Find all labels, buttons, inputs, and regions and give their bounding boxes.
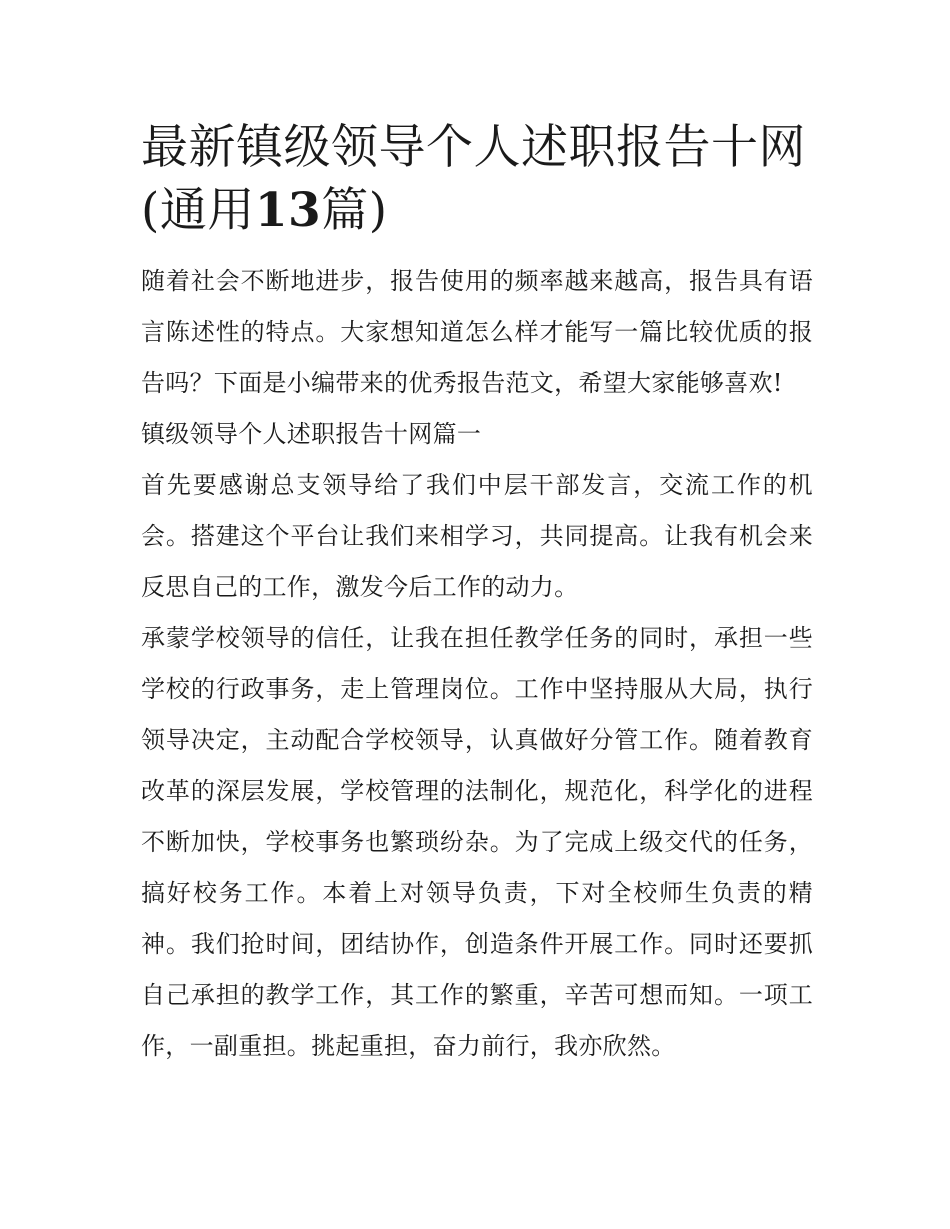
title-text: 最新镇级领导个人述职报告十网(通用 [141, 120, 806, 238]
title-number: 13 [254, 183, 322, 238]
document-title [141, 116, 821, 242]
body-paragraph: 首先要感谢总支领导给了我们中层干部发言，交流工作的机会。搭建这个平台让我们来相学习，共同提高。让我有机会来反思自己的工作，激发今后工作的动力。 [141, 471, 813, 601]
body-paragraph: 承蒙学校领导的信任，让我在担任教学任务的同时，承担一些学校的行政事务，走上管理岗位。工作中坚持服从大局，执行领导决定，主动配合学校领导，认真做好分管工作。随着教育改革的深层发展，学校管理的法制化，规范化，科学化的进程不断加快，学校事务也繁琐纷杂。为了完成上级交代的任务，搞好校务工作。本着上对领导负责，下对全校师生负责的精神。我们抢时间，团结协作，创造条件开展工作。同时还要抓自己承担的教学工作，其工作的繁重，辛苦可想而知。一项工作，一副重担。挑起重担，奋力前行，我亦欣然。 [141, 624, 813, 1060]
document-content [141, 116, 813, 1072]
title-suffix: 篇) [321, 183, 388, 238]
intro-paragraph: 随着社会不断地进步，报告使用的频率越来越高，报告具有语言陈述性的特点。大家想知道怎么样才能写一篇比较优质的报告吗？下面是小编带来的优秀报告范文，希望大家能够喜欢! [141, 267, 813, 397]
section-heading: 镇级领导个人述职报告十网篇一 [141, 420, 482, 448]
document-body [141, 256, 813, 1072]
